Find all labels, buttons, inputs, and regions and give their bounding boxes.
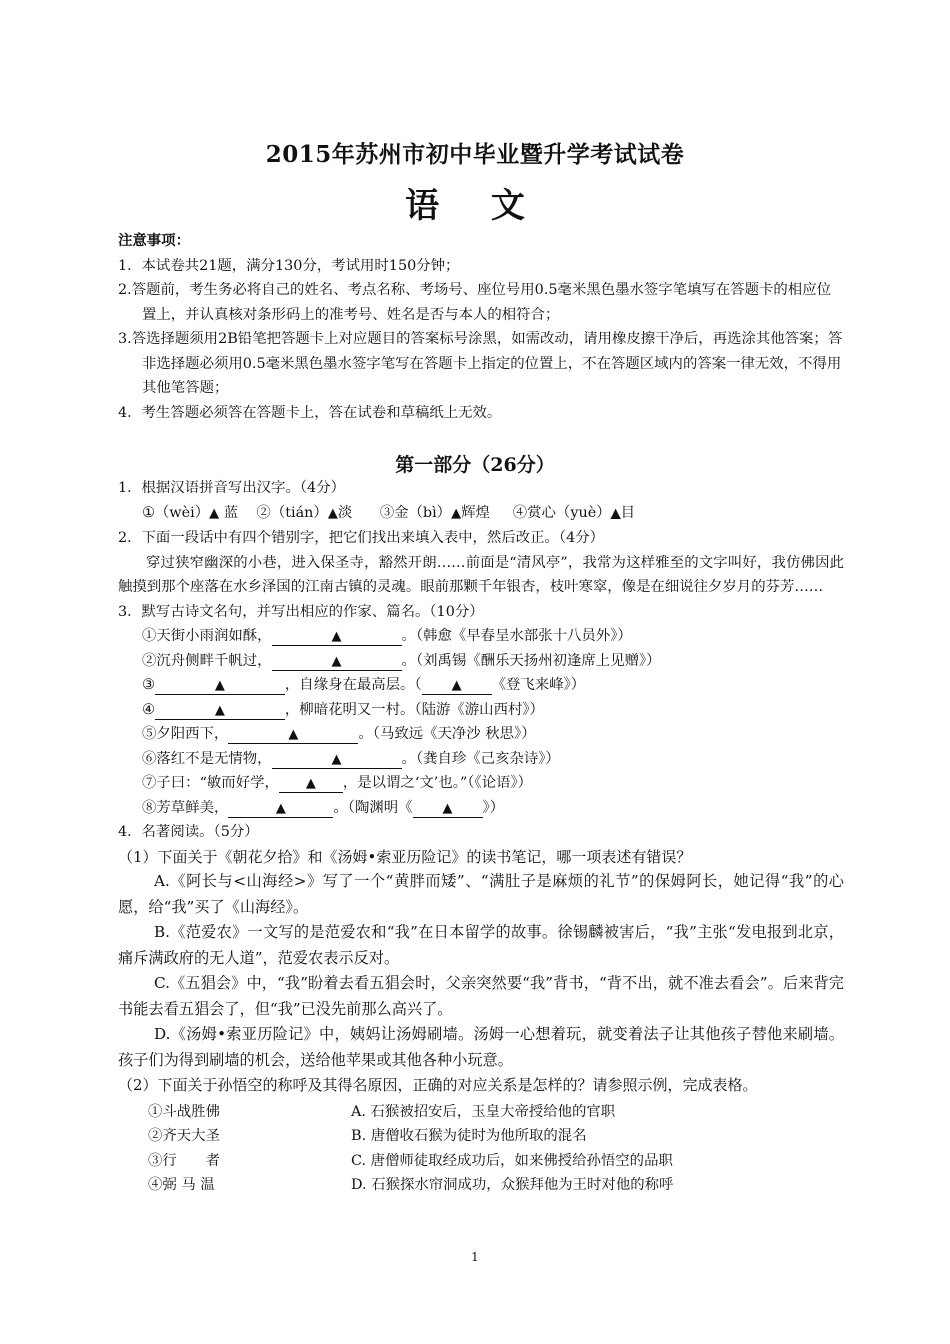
poem-text: ②沉舟侧畔千帆过， [142, 652, 272, 669]
blank-marker: ▲ [442, 800, 453, 816]
poem-line-2 [118, 649, 844, 674]
poem-line-3 [118, 673, 844, 698]
blank-marker: ▲ [275, 800, 286, 816]
note-item: 3.答选择题须用2B铅笔把答题卡上对应题目的答案标号涂黑，如需改动，请用橡皮擦干净后，再选涂其他答案；答非选择题必须用0.5毫米黑色墨水签字笔写在答题卡上指定的位置上，不在答题区域内的答案一律无效，不得用其他笔答题； [118, 331, 843, 396]
notes-section [118, 229, 844, 425]
reason-cell: C. 唐僧师徒取经成功后，如来佛授给孙悟空的品职 [351, 1152, 673, 1169]
blank-marker: ▲ [214, 678, 225, 693]
title-cell: ③行 者 [148, 1152, 220, 1169]
poem-source: 。（刘禹锡《酬乐天扬州初逢席上见赠》） [401, 652, 661, 669]
answer-blank [413, 800, 483, 818]
q1-item: ②（tián） [256, 504, 328, 521]
blank-marker: ▲ [451, 505, 462, 521]
table-row [148, 1124, 844, 1149]
answer-blank [272, 628, 402, 646]
q1-item: 目 [620, 504, 636, 521]
poem-line-8 [118, 796, 844, 821]
note-item: 2.答题前，考生务必将自己的姓名、考点名称、考场号、座位号用0.5毫米黑色墨水签字笔填写在答题卡的相应位置上，并认真核对条形码上的准考号、姓名是否与本人的相符合； [118, 282, 831, 323]
blank-marker: ▲ [331, 653, 342, 669]
poem-line-1 [118, 624, 844, 649]
blank-marker: ▲ [331, 629, 342, 644]
page-number: 1 [471, 1250, 479, 1264]
poem-text: ④ [142, 701, 155, 718]
exam-title: 2015年苏州市初中毕业暨升学考试试卷 [265, 141, 685, 168]
question-4-sub1: （1）下面关于《朝花夕拾》和《汤姆•索亚历险记》的读书笔记，哪一项表述有错误？ [118, 847, 692, 866]
poem-source: ，是以谓之‘文’也。”（《论语》） [342, 775, 533, 791]
blank-marker: ▲ [305, 776, 316, 791]
q1-item: ③金（bì） [379, 504, 452, 521]
question-3-stem: 3．默写古诗文名句，并写出相应的作家、篇名。（10分） [118, 603, 484, 620]
question-2-stem: 2．下面一段话中有四个错别字，把它们找出来填入表中，然后改正。（4分） [118, 530, 605, 546]
title-cell: ②齐天大圣 [148, 1128, 220, 1144]
title-cell: ④弼 马 温 [148, 1177, 215, 1193]
note-item: 1．本试卷共21题，满分130分，考试用时150分钟； [118, 257, 460, 274]
poem-source: ，柳暗花明又一村。（陆游《游山西村》） [284, 701, 544, 718]
blank-marker: ▲ [451, 678, 462, 693]
poem-source: 。（龚自珍《己亥杂诗》） [401, 750, 560, 767]
poem-source: ，自缘身在最高层。（ [284, 677, 422, 693]
question-1-stem: 1．根据汉语拼音写出汉字。（4分） [118, 480, 345, 496]
question-4-stem: 4．名著阅读。（5分） [118, 824, 259, 840]
poem-text: ⑧芳草鲜美， [142, 799, 229, 816]
q1-item: ①（wèi） [142, 504, 210, 521]
note-item: 4．考生答题必须答在答题卡上，答在试卷和草稿纸上无效。 [118, 404, 502, 421]
poem-text: ⑥落红不是无情物， [142, 750, 272, 767]
answer-blank [279, 775, 343, 793]
blank-marker: ▲ [209, 505, 220, 521]
blank-marker: ▲ [331, 751, 342, 767]
option-b: B.《范爱农》一文写的是范爱农和“我”在日本留学的故事。徐锡麟被害后，“我”主张“发电报到北京，痛斥满政府的无人道”，范爱农表示反对。 [118, 923, 844, 967]
question-2-passage: 穿过狭窄幽深的小巷，进入保圣寺，豁然开朗……前面是“清风亭”，我常为这样雅至的文字叫好，我仿佛因此触摸到那个座落在水乡泽国的江南古镇的灵魂。眼前那颗千年银杏，枝叶寒窣，像是在细说往夕岁月的芬芳…… [118, 554, 844, 595]
part-one-title: 第一部分（26分） [395, 454, 555, 476]
poem-source: 。（韩愈《早春呈水部张十八员外》） [401, 628, 632, 644]
table-row [148, 1149, 844, 1174]
table-row [148, 1100, 844, 1125]
poem-text: ③ [142, 677, 155, 693]
notes-heading: 注意事项： [118, 232, 190, 249]
title-cell: ①斗战胜佛 [148, 1103, 220, 1120]
answer-blank [272, 751, 402, 769]
answer-blank [272, 653, 402, 671]
option-c: C.《五猖会》中，“我”盼着去看五猖会时，父亲突然要“我”背书，“背不出，就不准去看会”。后来背完书能去看五猖会了，但“我”已没先前那么高兴了。 [118, 974, 844, 1018]
poem-source: 。（马致远《天净沙 秋思》） [358, 726, 536, 742]
table-row [148, 1173, 844, 1198]
q1-item: 辉煌 [461, 504, 490, 521]
poem-source: 》） [482, 799, 505, 816]
question-4-sub2: （2）下面关于孙悟空的称呼及其得名原因，正确的对应关系是怎样的？请参照示例，完成表格。 [118, 1076, 758, 1094]
part-one-content [118, 476, 844, 1198]
poem-source: 《登飞来峰》） [491, 677, 586, 693]
blank-marker: ▲ [610, 505, 621, 521]
blank-marker: ▲ [288, 727, 299, 742]
poem-text: ⑦子曰：“敏而好学， [142, 775, 279, 791]
answer-blank [155, 677, 285, 695]
reason-cell: D. 石猴探水帘洞成功，众猴拜他为王时对他的称呼 [351, 1177, 674, 1193]
poem-line-4 [118, 698, 844, 723]
reason-cell: A. 石猴被招安后，玉皇大帝授给他的官职 [351, 1103, 616, 1120]
poem-text: ⑤夕阳西下， [142, 726, 229, 742]
question-1-items [118, 501, 844, 527]
subject-title: 语 文 [405, 186, 545, 226]
reason-cell: B. 唐僧收石猴为徒时为他所取的混名 [351, 1128, 587, 1144]
option-a: A.《阿长与<山海经>》写了一个“黄胖而矮”、“满肚子是麻烦的礼节”的保姆阿长，她记得“我”的心愿，给“我”买了《山海经》。 [118, 872, 844, 916]
q1-item: 蓝 [223, 504, 239, 521]
poem-line-5 [118, 722, 844, 747]
poem-line-6 [118, 747, 844, 772]
answer-blank [228, 800, 333, 818]
poem-source: 。（陶渊明《 [333, 799, 413, 816]
answer-blank [228, 726, 358, 744]
answer-blank [422, 677, 492, 695]
blank-marker: ▲ [327, 505, 338, 521]
q1-item: ④赏心（yuè） [512, 504, 611, 521]
poem-line-7 [118, 771, 844, 796]
option-d: D.《汤姆•索亚历险记》中，姨妈让汤姆刷墙。汤姆一心想着玩，就变着法子让其他孩子替他来刷墙。孩子们为得到刷墙的机会，送给他苹果或其他各种小玩意。 [118, 1025, 844, 1069]
poem-text: ①天街小雨润如酥， [142, 628, 272, 644]
q1-item: 淡 [337, 504, 353, 521]
blank-marker: ▲ [214, 702, 225, 718]
matching-table [148, 1100, 844, 1198]
answer-blank [155, 702, 285, 720]
